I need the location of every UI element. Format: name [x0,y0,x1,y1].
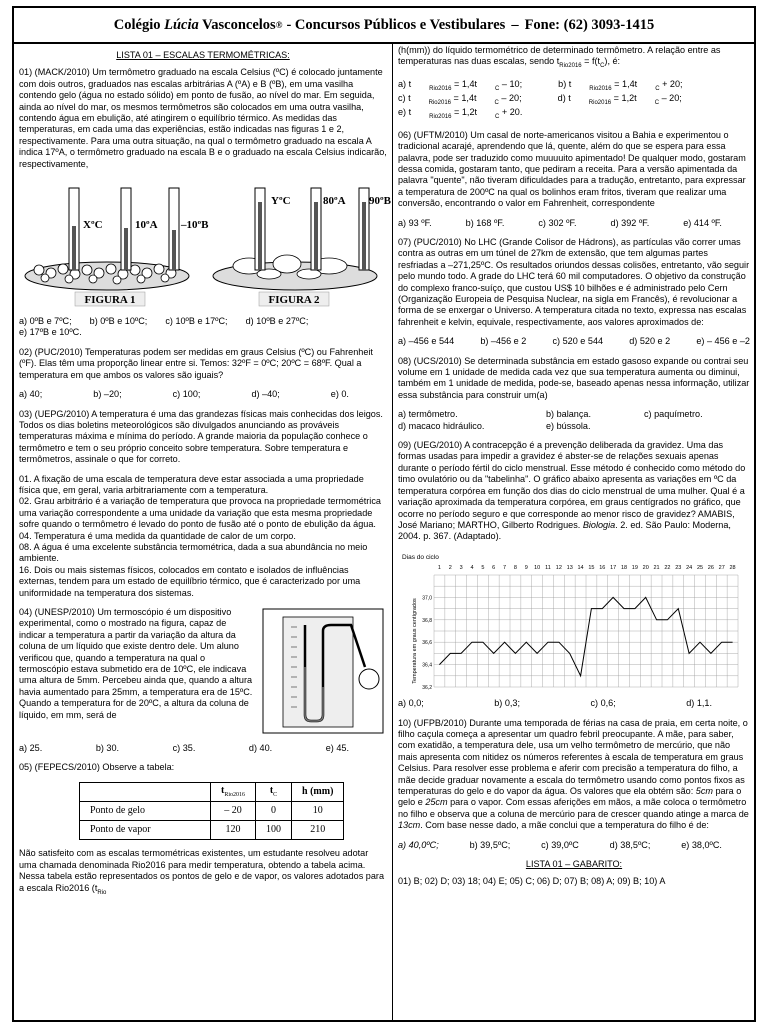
option[interactable]: c) 39,0ºC [541,839,579,850]
option[interactable]: e) – 456 e –2 [696,336,750,347]
option[interactable]: a) 40,0ºC; [398,839,439,850]
option[interactable]: b) 0ºB e 10ºC; [89,316,148,327]
option[interactable]: a) 0ºB e 7ºC; [19,316,72,327]
chart-ylabel: Temperatura em graus centígrados [412,597,418,684]
scale-board-icon [283,617,353,727]
option[interactable]: d) 392 ºF. [610,217,650,228]
question-10-options [398,840,750,851]
fig2-label-a: 80ºA [323,195,346,208]
option[interactable]: d) 40. [248,743,273,753]
x-tick-label: 10 [534,564,541,571]
x-tick-label: 2 [448,564,452,571]
x-tick-label: 28 [729,564,736,571]
option[interactable]: e) 0. [330,389,349,400]
question-2-text: 02) (PUC/2010) Temperaturas podem ser medidas em graus Celsius (ºC) ou Fahrenheit (ºF). Elas têm uma proporção linear entre si. Temos: 32ºF = 0ºC; 20ºC = 68ºF. Qual a temperatura em que ambos os valores são iguais? [19,346,373,380]
question-10-text: 10) (UFPB/2010) Durante uma temporada de férias na casa de praia, em certa noite, o filho caçula começa a apresentar um quadro febril preocupante. A mãe, para saber, com exatidão, a temperatura dele, usa um velho termômetro de mercúrio, que não mais apresenta com nitidez os números referentes à escala de temperatura em graus Celsius. Para resolver esse problema e aferir com precisão a temperatura do filho, a mãe decide graduar novamente a escala do termômetro usando como pontos fixos as temperaturas do gelo e do vapor da água. Os valores que ela obtém são: 5cm para o gelo e 25cm para o vapor. Com essas aferições em mãos, a mãe coloca o termômetro no filho e observa que a coluna de mercúrio para de crescer quando atinge a marca de 13cm. Com base nesse dado, a mãe conclui que a temperatura do filho é de: [398,717,749,831]
table-row [80,821,344,840]
table-cell: 120 [211,821,256,840]
x-tick-label: 21 [653,564,660,571]
table-cell: Ponto de gelo [80,802,211,821]
option[interactable]: b) balança. [546,409,591,420]
chart-y-ticks [422,595,432,691]
question-3-text: 03) (UEPG/2010) A temperatura é uma das grandezas físicas mais conhecidas dos leigos. Todos os dias boletins meteorológicos são divulgados anunciando as prováveis temperaturas máxima e mínima do período. A grande maioria da população conhece o termômetro e tem o seu próprio conceito sobre temperatura. Sobre temperatura e termômetros, assinale o que for correto. [19,408,383,465]
x-tick-label: 13 [566,564,573,571]
table-cell: 100 [256,821,292,840]
table-header-cell: $t_C$ [256,782,292,802]
table-cell [80,782,211,802]
option[interactable]: c) paquímetro. [644,409,703,420]
option[interactable]: c) 0,6; [590,698,616,709]
answer-key: 01) B; 02) D; 03) 18; 04) E; 05) C; 06) D; 07) B; 08) A; 09) B; 10) A [398,876,666,887]
x-tick-label: 3 [459,564,463,571]
option[interactable]: d) 1,1. [686,698,712,709]
option[interactable]: a) t $_{Rio2016}$ = 1,4t $_C$ – 10; [398,78,523,92]
x-tick-label: 12 [555,564,562,571]
option[interactable]: e) 45. [325,743,349,753]
thermoscope-figure [261,607,387,735]
option[interactable]: d) macaco hidráulico. [398,420,485,431]
x-tick-label: 26 [707,564,714,571]
question-5-text-2: Não satisfeito com as escalas termométricas existentes, um estudante resolveu adotar uma chamada denominada Rio2016 para medir temperatura, obtendo a tabela acima. Nessa tabela estão representados os pontos de gelo e de vapor, os valores adotados para a escala Rio2016 ($t_{Rio}$ [19,848,385,896]
question-1-options [19,316,387,339]
x-tick-label: 14 [577,564,584,571]
question-6-text: 06) (UFTM/2010) Um casal de norte-americanos visitou a Bahia e experimentou o tradicional acarajé, aprendendo que lá, quente, além do que se espera para essa palavra, pode ser traduzido como muuuuito apimentado! De qualquer modo, gostaram dessa comida, gostaram tanto, que pediram a receita. Para a versão apimentada da palavra "quente", não tiveram dificuldades para a tradução, entretanto, para expressar a temperatura de 200ºC na qual os bolinhos eram fritos, tiveram que realizar uma conversão, encontrando o valor em Fahrenheit, correspondente [398,129,746,209]
figure-1-caption: FIGURA 1 [84,294,136,307]
x-tick-label: 9 [524,564,528,571]
question-3-item: 01. A fixação de uma escala de temperatura deve estar associada a uma propriedade física que, em geral, varia arbitrariamente com a temperatura. [19,473,364,495]
option[interactable]: c) 520 e 544 [552,336,604,347]
question-5-continuation: (h(mm)) do líquido termométrico de determinado termômetro. A relação entre as temperaturas nas duas escalas, sendo $t_{Rio2016} = f(t_C)$, é: [398,45,721,70]
option[interactable]: e) 17ºB e 10ºC. [19,327,82,338]
fig2-label-c: YºC [271,195,291,208]
question-4-text: 04) (UNESP/2010) Um termoscópio é um dispositivo experimental, como o mostrado na figura, capaz de indicar a temperatura a partir da variação da altura da coluna de um líquido que existe dentro dele. Um aluno verificou que, quando a temperatura na qual o termoscópio estava submetido era de 10ºC, ele indicava uma altura de 5mm. Percebeu ainda que, quando a altura havia aumentado para 25mm, a temperatura era de 15ºC. Quando a temperatura for de 20ºC, a altura da coluna de líquido, em mm, será de [19,607,253,720]
y-tick-label: 36,2 [422,684,432,691]
chart-title: Dias do ciclo [402,553,439,561]
figure-2-caption: FIGURA 2 [268,294,320,307]
x-tick-label: 27 [718,564,725,571]
fig1-label-a: 10ºA [135,219,158,232]
left-column [19,44,391,1020]
list-title: LISTA 01 – ESCALAS TERMOMÉTRICAS: [116,50,290,60]
question-3-item: 16. Dois ou mais sistemas físicos, colocados em contato e isolados de influências externas, tendem para um estado de equilíbrio térmico, que é caracterizado por uma uniformidade na temperatura dos sistemas. [19,564,361,598]
question-3-item: 02. Grau arbitrário é a variação de temperatura que provoca na propriedade termométrica uma variação correspondente a uma unidade da variação que esta mesma propriedade sofre quando o termômetro é levado do ponto de fusão até o ponto de ebulição da água. [19,496,381,530]
column-divider [392,44,393,1020]
answer-key-title: LISTA 01 – GABARITO: [525,859,623,869]
table-cell: 210 [292,821,344,840]
question-5-text: 05) (FEPECS/2010) Observe a tabela: [19,762,175,773]
fig1-label-b: –10ºB [181,219,209,232]
question-4-options [19,743,387,754]
columns [14,44,754,1020]
option[interactable]: c) 100; [172,389,201,400]
option[interactable]: b) 0,3; [494,698,521,709]
option[interactable]: c) t $_{Rio2016}$ = 1,4t $_C$ – 20; [398,93,522,106]
question-3-item: 08. A água é uma excelente substância termométrica, dada a sua abundância no meio ambiente. [19,541,368,564]
header-subtitle: - Concursos Públicos e Vestibulares [286,16,506,33]
y-tick-label: 36,6 [422,639,432,646]
option[interactable]: a) 25. [19,743,43,753]
table-cell: 10 [292,802,344,821]
option[interactable]: b) –456 e 2 [480,336,527,347]
option[interactable]: b) 39,5ºC; [469,839,511,850]
option[interactable]: d) 520 e 2 [629,336,671,347]
page [12,6,756,1022]
thermometer-figures [19,178,391,310]
x-tick-label: 5 [481,564,485,571]
option[interactable]: d) 38,5ºC; [609,839,651,850]
question-8-text: 08) (UCS/2010) Se determinada substância em estado gasoso expande ou contrai seu volume em 1 unidade de medida cada vez que sua temperatura aumenta ou diminui, também em 1 unidade de medida, pode-se, baseado apenas nessa informação, utilizar essa substância para construir um(a) [398,355,750,400]
fig2-label-b: 90ºB [369,195,391,208]
page-header [14,8,754,44]
x-tick-label: 11 [545,564,551,571]
x-tick-label: 1 [437,564,441,571]
question-2-options [19,389,387,400]
question-8-options [398,409,750,432]
header-dash: – [511,16,519,33]
x-tick-label: 17 [610,564,617,571]
x-tick-label: 16 [599,564,606,571]
temperature-chart [398,551,750,695]
header-phone: Fone: (62) 3093-1415 [524,16,655,33]
option[interactable]: c) 10ºB e 17ºC; [165,316,228,327]
bulb-icon [359,669,379,689]
option[interactable]: b) t $_{Rio2016}$ = 1,4t $_C$ + 20; [558,78,683,92]
y-tick-label: 37,0 [422,595,432,602]
option[interactable]: e) t $_{Rio2016}$ = 1,2t $_C$ + 20. [398,107,523,121]
option[interactable]: a) –456 e 544 [398,336,455,347]
x-tick-label: 18 [620,564,628,571]
y-tick-label: 36,8 [422,617,432,624]
table-header-row [80,782,344,802]
option[interactable]: c) 35. [172,743,196,753]
chart-x-ticks [438,565,736,571]
question-6-options [398,218,750,229]
fig1-label-c: XºC [83,219,103,232]
x-tick-label: 15 [588,564,595,571]
x-tick-label: 6 [492,564,496,571]
x-tick-label: 22 [664,564,671,571]
option[interactable]: a) 93 ºF. [398,217,432,228]
question-1-text: 01) (MACK/2010) Um termômetro graduado na escala Celsius (ºC) é colocado juntamente com dois outros, graduados nas escalas arbitrárias A (ºA) e B (ºB), em uma vasilha contendo gelo (água no estado sólido) em ponto de fusão, ao nível do mar. Em seguida, ainda ao nível do mar, os mesmos termômetros são colocados em uma outra vasilha, contendo água em ebulição, até atingirem o equilíbrio térmico. As medidas das temperaturas, em cada uma das experiências, estão indicadas nas figuras 1 e 2, respectivamente. Para uma outra situação, na qual o termômetro graduado na escala A indica 17ºA, o termômetro graduado na escala B e o graduado na escala Celsius indicarão, respectivamente, [19,67,387,169]
option[interactable]: b) 168 ºF. [465,217,505,228]
x-tick-label: 23 [675,564,682,571]
option[interactable]: d) t $_{Rio2016}$ = 1,2t $_C$ – 20; [557,93,682,106]
chart-grid [434,575,738,687]
table-row [80,802,344,821]
right-column [398,44,750,1020]
option[interactable]: e) 414 ºF. [683,217,722,228]
school-name: Colégio Lúcia Vasconcelos [113,16,276,33]
option[interactable]: d) –40; [251,389,280,400]
x-tick-label: 4 [470,564,474,571]
registered-mark: ® [275,20,283,30]
question-5-table [79,782,344,841]
table-header-cell: $t_{Rio2016}$ [211,782,256,802]
x-tick-label: 19 [631,564,638,571]
option[interactable]: a) termômetro. [398,409,458,420]
option[interactable]: b) –20; [93,389,122,400]
question-7-text: 07) (PUC/2010) No LHC (Grande Colisor de Hádrons), as partículas vão correr umas contra as outras em um túnel de 27km de extensão, que tem algumas partes resfriadas a –271,25ºC. Os resultados oriundos dessas colisões, entretanto, vão seguir pelo mundo todo. A grade do LHC terá 60 mil computadores. O objetivo da construção do complexo franco-suíço, que custou US$ 10 bilhões e é administrado pelo Cern (Organização Europeia de Pesquisa Nuclear, na sigla em Francês), é revolucionar a forma de se enxergar o Universo. A temperatura citada no texto, expressa nas escalas fahrenheit e kelvin, equivale, respectivamente, aos valores aproximados de: [398,236,750,327]
x-tick-label: 24 [686,564,693,571]
table-cell: – 20 [211,802,256,821]
x-tick-label: 25 [696,564,704,571]
option[interactable]: a) 40; [19,389,43,400]
question-5-options [398,79,750,122]
option[interactable]: c) 302 ºF. [538,217,577,228]
question-3-item: 04. Temperatura é uma medida da quantidade de calor de um corpo. [19,530,296,541]
option[interactable]: e) 38,0ºC. [681,839,722,850]
option[interactable]: d) 10ºB e 27ºC; [245,316,309,327]
option[interactable]: b) 30. [95,743,120,753]
x-tick-label: 20 [642,564,649,571]
table-header-cell: h (mm) [292,782,344,802]
option[interactable]: e) bússola. [546,420,591,431]
question-7-options [398,336,750,347]
question-4 [19,607,387,735]
x-tick-label: 7 [503,564,507,571]
x-tick-label: 8 [513,564,517,571]
option[interactable]: a) 0,0; [398,698,424,709]
table-cell: Ponto de vapor [80,821,211,840]
y-tick-label: 36,4 [422,662,432,669]
question-9-options [398,698,750,709]
question-9-text: 09) (UEG/2010) A contracepção é a prevenção deliberada da gravidez. Uma das formas usadas para impedir a gravidez é abster-se de relações sexuais apenas durante o período fértil do ciclo menstrual. Esse método é conhecido como método do timo ovulatório ou da "tabelinha". O gráfico abaixo apresenta as variações em ºC da temperatura corpórea em função dos dias do ciclo menstrual de uma mulher. Qual é a variação aproximada da temperatura corpórea, em graus centígrados no gráfico, que ocorre no período seguro e que corresponde ao menor risco de gravidez? AMABIS, José Mariano; MARTHO, Gilberto Rodrigues. Biologia. 2. ed. São Paulo: Moderna, 2004. p. 367. (Adaptado). [398,440,746,542]
table-cell: 0 [256,802,292,821]
